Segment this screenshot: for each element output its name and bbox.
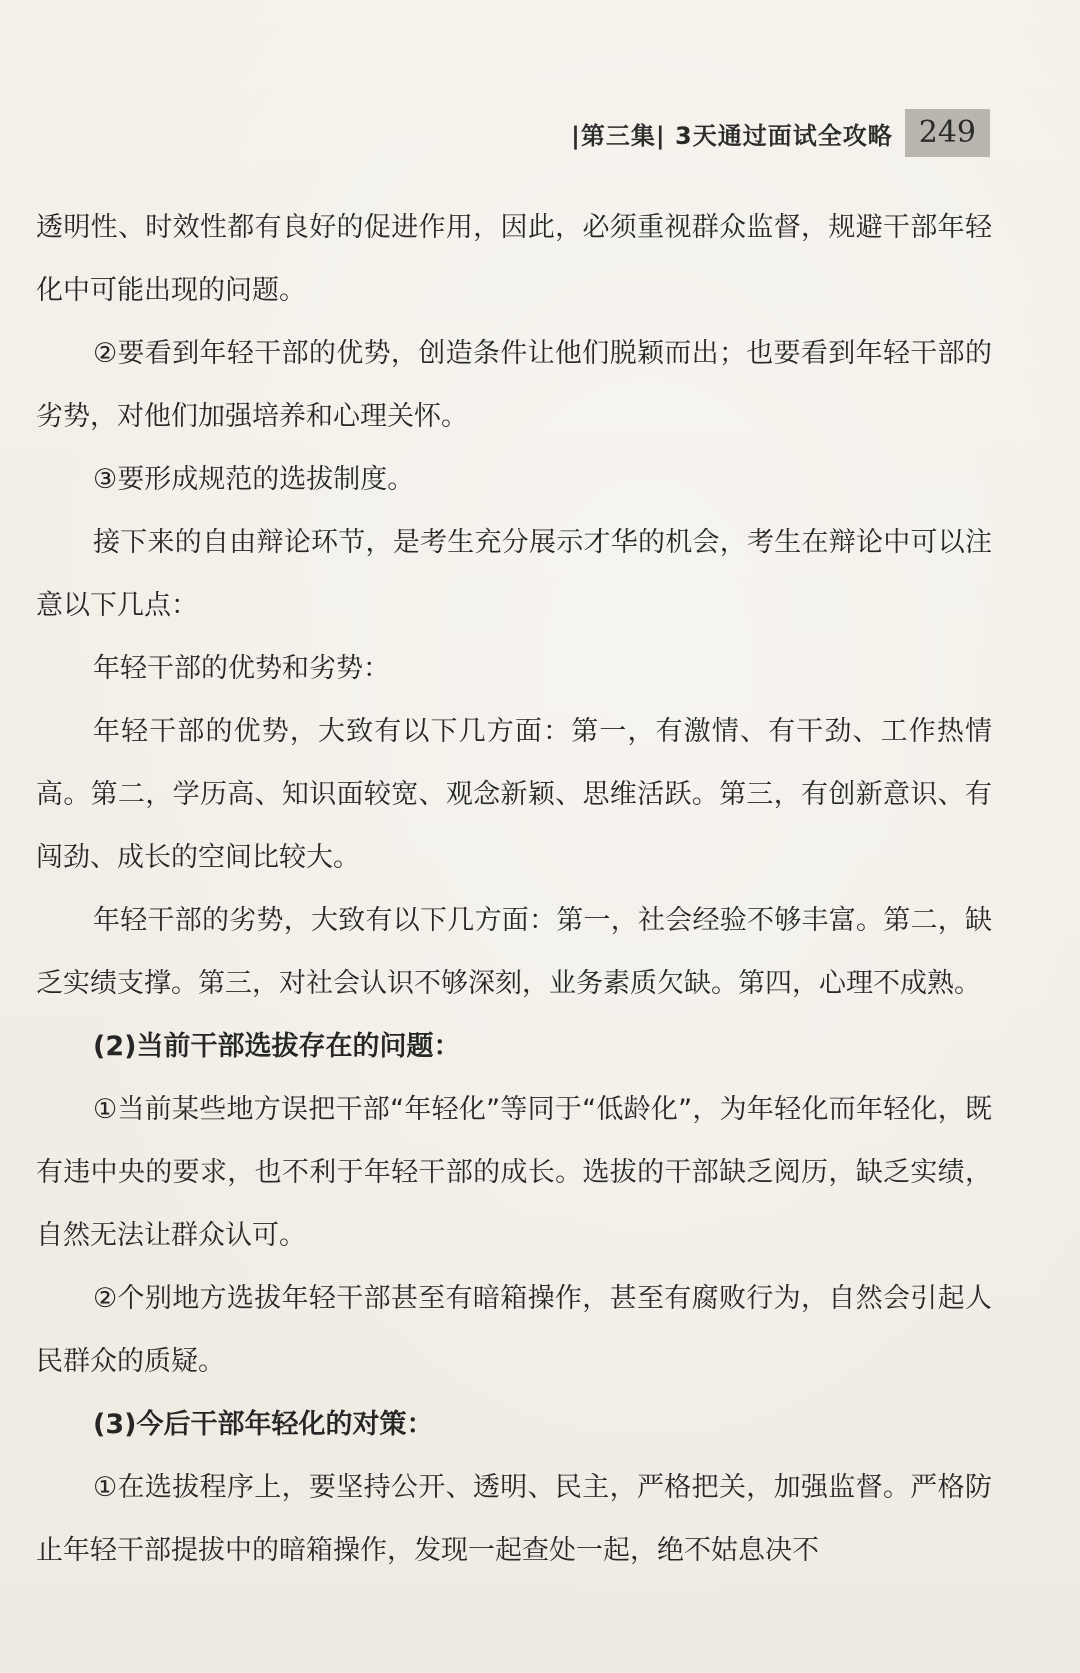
page-header [540, 108, 990, 158]
section-heading: (2)当前干部选拔存在的问题： [93, 1031, 461, 1062]
paragraph: ②要看到年轻干部的优势，创造条件让他们脱颖而出；也要看到年轻干部的劣势，对他们加强培养和心理关怀。 [36, 338, 992, 432]
running-head: |第三集| 3天通过面试全攻略 [571, 121, 893, 150]
paragraph: ②个别地方选拔年轻干部甚至有暗箱操作，甚至有腐败行为，自然会引起人民群众的质疑。 [36, 1283, 992, 1377]
paragraph: 年轻干部的优势和劣势： [93, 653, 390, 684]
paragraph: 接下来的自由辩论环节，是考生充分展示才华的机会，考生在辩论中可以注意以下几点： [36, 527, 992, 621]
paragraph: ①当前某些地方误把干部“年轻化”等同于“低龄化”，为年轻化而年轻化，既有违中央的要求，也不利于年轻干部的成长。选拔的干部缺乏阅历，缺乏实绩，自然无法让群众认可。 [36, 1094, 992, 1251]
paragraph: ①在选拔程序上，要坚持公开、透明、民主，严格把关，加强监督。严格防止年轻干部提拔中的暗箱操作，发现一起查处一起，绝不姑息决不 [36, 1472, 992, 1566]
page-body [36, 196, 992, 1582]
paragraph-continuation: 透明性、时效性都有良好的促进作用，因此，必须重视群众监督，规避干部年轻化中可能出现的问题。 [36, 212, 992, 306]
page-number: 249 [905, 109, 990, 157]
paragraph: ③要形成规范的选拔制度。 [93, 464, 415, 495]
paragraph: 年轻干部的劣势，大致有以下几方面：第一，社会经验不够丰富。第二，缺乏实绩支撑。第三，对社会认识不够深刻，业务素质欠缺。第四，心理不成熟。 [36, 905, 992, 999]
paragraph: 年轻干部的优势，大致有以下几方面：第一，有激情、有干劲、工作热情高。第二，学历高、知识面较宽、观念新颖、思维活跃。第三，有创新意识、有闯劲、成长的空间比较大。 [36, 716, 992, 873]
section-heading: (3)今后干部年轻化的对策： [93, 1409, 434, 1440]
